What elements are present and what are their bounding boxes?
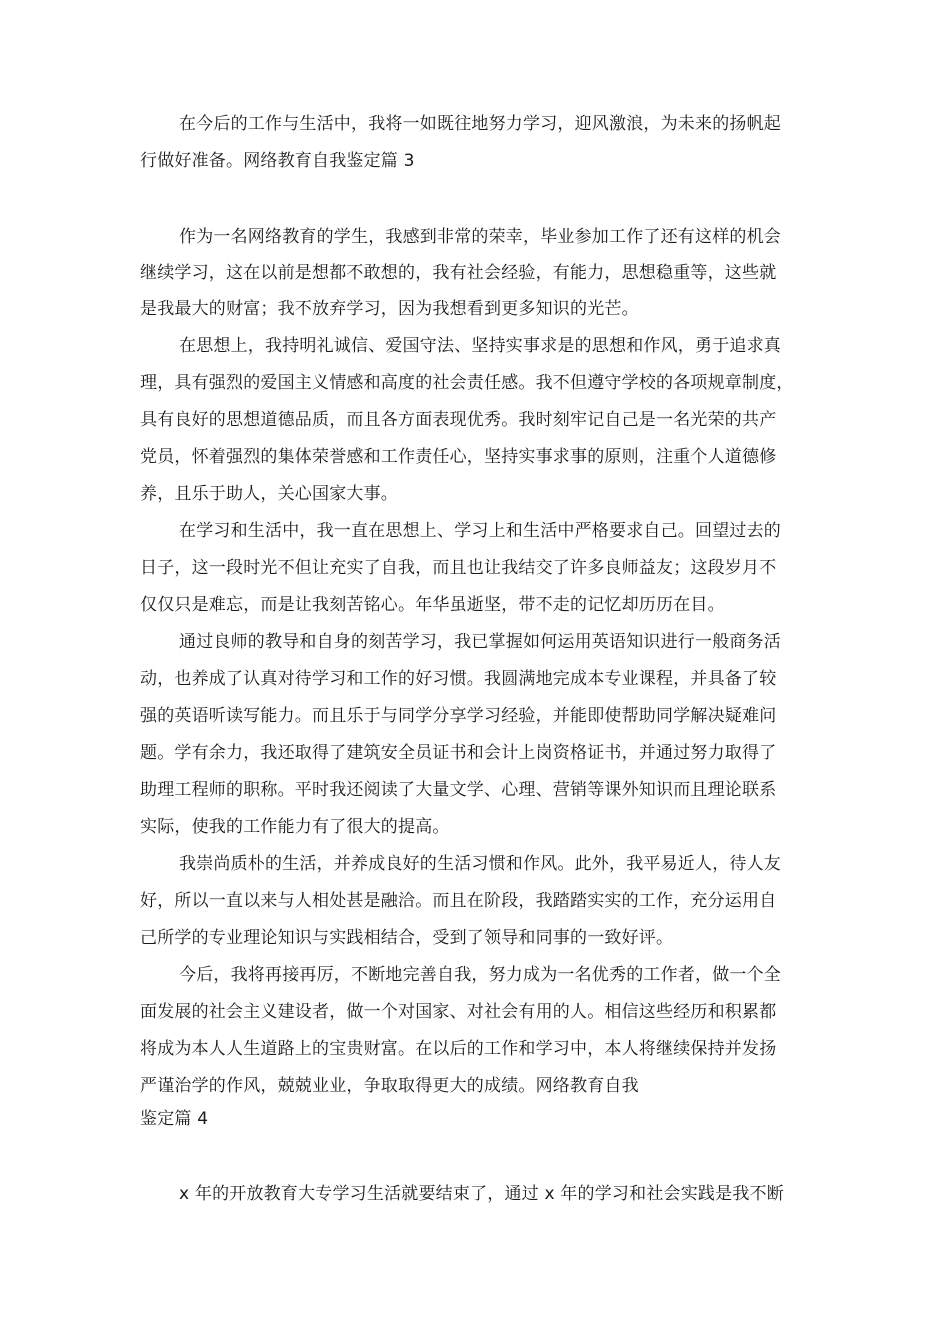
paragraph-line: 作为一名网络教育的学生，我感到非常的荣幸，毕业参加工作了还有这样的机会: [179, 227, 781, 247]
paragraph-line: 党员，怀着强烈的集体荣誉感和工作责任心，坚持实事求事的原则，注重个人道德修: [140, 447, 777, 467]
paragraph-line: 通过良师的教导和自身的刻苦学习，我已掌握如何运用英语知识进行一般商务活: [179, 632, 781, 652]
paragraph-line: 日子，这一段时光不但让充实了自我，而且也让我结交了许多良师益友；这段岁月不: [140, 558, 777, 578]
paragraph-line: 仅仅只是难忘，而是让我刻苦铭心。年华虽逝坚，带不走的记忆却历历在目。: [140, 595, 725, 615]
paragraph-line: 严谨治学的作风，兢兢业业，争取取得更大的成绩。网络教育自我: [140, 1076, 639, 1096]
paragraph-line: 是我最大的财富；我不放弃学习，因为我想看到更多知识的光芒。: [140, 299, 639, 319]
paragraph-line: 己所学的专业理论知识与实践相结合，受到了领导和同事的一致好评。: [140, 928, 674, 948]
paragraph-line: 在思想上，我持明礼诚信、爱国守法、坚持实事求是的思想和作风，勇于追求真: [179, 336, 781, 356]
paragraph-line: 养，且乐于助人，关心国家大事。: [140, 484, 398, 504]
paragraph-line: 好，所以一直以来与人相处甚是融洽。而且在阶段，我踏踏实实的工作，充分运用自: [140, 891, 777, 911]
paragraph-line: 助理工程师的职称。平时我还阅读了大量文学、心理、营销等课外知识而且理论联系: [140, 780, 777, 800]
paragraph-line: 实际，使我的工作能力有了很大的提高。: [140, 817, 450, 837]
paragraph-line: x 年的开放教育大专学习生活就要结束了，通过 x 年的学习和社会实践是我不断: [179, 1184, 784, 1204]
paragraph-line: 动，也养成了认真对待学习和工作的好习惯。我圆满地完成本专业课程，并具备了较: [140, 669, 777, 689]
paragraph-line: 题。学有余力，我还取得了建筑安全员证书和会计上岗资格证书，并通过努力取得了: [140, 743, 777, 763]
paragraph-line: 具有良好的思想道德品质，而且各方面表现优秀。我时刻牢记自己是一名光荣的共产: [140, 410, 777, 430]
paragraph-line: 继续学习，这在以前是想都不敢想的，我有社会经验，有能力，思想稳重等，这些就: [140, 263, 777, 283]
paragraph-line: 理，具有强烈的爱国主义情感和高度的社会责任感。我不但遵守学校的各项规章制度，: [140, 373, 794, 393]
paragraph-line: 强的英语听读写能力。而且乐于与同学分享学习经验，并能即使帮助同学解决疑难问: [140, 706, 777, 726]
section-heading-line: 鉴定篇 4: [140, 1109, 209, 1129]
paragraph-line: 我崇尚质朴的生活，并养成良好的生活习惯和作风。此外，我平易近人，待人友: [179, 854, 781, 874]
paragraph-line: 在今后的工作与生活中，我将一如既往地努力学习，迎风激浪，为未来的扬帆起: [179, 114, 781, 134]
paragraph-line: 今后，我将再接再厉，不断地完善自我，努力成为一名优秀的工作者，做一个全: [179, 965, 781, 985]
paragraph-line: 行做好准备。网络教育自我鉴定篇 3: [140, 151, 415, 171]
paragraph-line: 面发展的社会主义建设者，做一个对国家、对社会有用的人。相信这些经历和积累都: [140, 1002, 777, 1022]
paragraph-line: 将成为本人人生道路上的宝贵财富。在以后的工作和学习中，本人将继续保持并发扬: [140, 1039, 777, 1059]
paragraph-line: 在学习和生活中，我一直在思想上、学习上和生活中严格要求自己。回望过去的: [179, 521, 781, 541]
